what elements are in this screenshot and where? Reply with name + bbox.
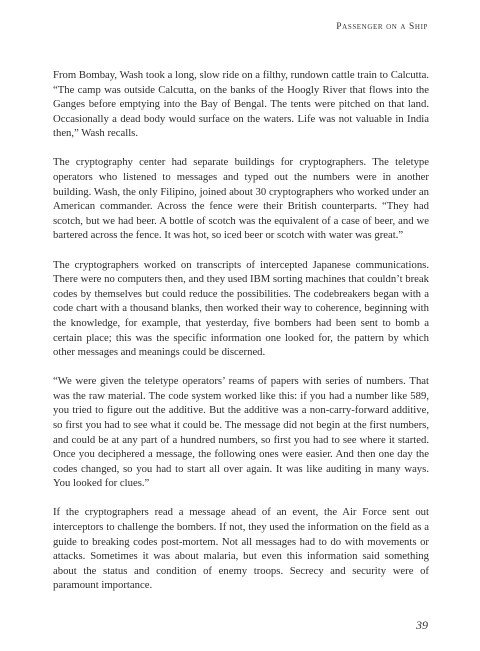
paragraph-2: The cryptography center had separate buildings for cryptographers. The teletype operators who listened to messages and typed out the numbers were in another building. Wash, the only Filipino, joined about 30 cryptographers who worked under an American commander. Across the fence were their British counterparts. “They had scotch, but we had beer. A bottle of scotch was the equivalent of a case of beer, and we bartered across the fence. It was hot, so iced beer or scotch with water was great.” xyxy=(53,156,429,242)
page-number: 39 xyxy=(416,618,428,632)
body-text xyxy=(53,68,429,608)
paragraph-3: The cryptographers worked on transcripts of intercepted Japanese communications. There were no computers then, and they used IBM sorting machines that couldn’t break codes by themselves but could reduce the possibilities. The codebreakers began with a code chart with a thousand blanks, then worked their way to coherence, beginning with the knowledge, for example, that yesterday, five bombers had been sent to bomb a certain place; this was the specific information one looked for, the pattern by which other messages and meanings could be discerned. xyxy=(53,258,429,359)
paragraph-4: “We were given the teletype operators’ reams of papers with series of numbers. That was the raw material. The code system worked like this: if you had a number like 589, you tried to figure out the additive. But the additive was a non-carry-forward additive, so first you had to see what it could be. The message did not begin at the first numbers, and could be at any part of a hundred numbers, so first you had to see where it started. Once you deciphered a message, the following ones were easier. And then one day the codes changed, so you had to start all over again. It was like auditing in many ways. You looked for clues.” xyxy=(53,375,429,490)
paragraph-5: If the cryptographers read a message ahead of an event, the Air Force sent out interceptors to challenge the bombers. If not, they used the information on the field as a guide to breaking codes post-mortem. Not all messages had to do with movements or attacks. Sometimes it was about malaria, but even this information said something about the status and condition of enemy troops. Secrecy and security were of paramount importance. xyxy=(53,506,429,592)
running-head: Passenger on a Ship xyxy=(336,22,428,32)
paragraph-1: From Bombay, Wash took a long, slow ride on a filthy, rundown cattle train to Calcutta. “The camp was outside Calcutta, on the banks of the Hoogly River that flows into the Ganges before emptying into the Bay of Bengal. The tents were pitched on that land. Occasionally a dead body would surface on the waters. Life was not valuable in India then,” Wash recalls. xyxy=(53,69,429,140)
